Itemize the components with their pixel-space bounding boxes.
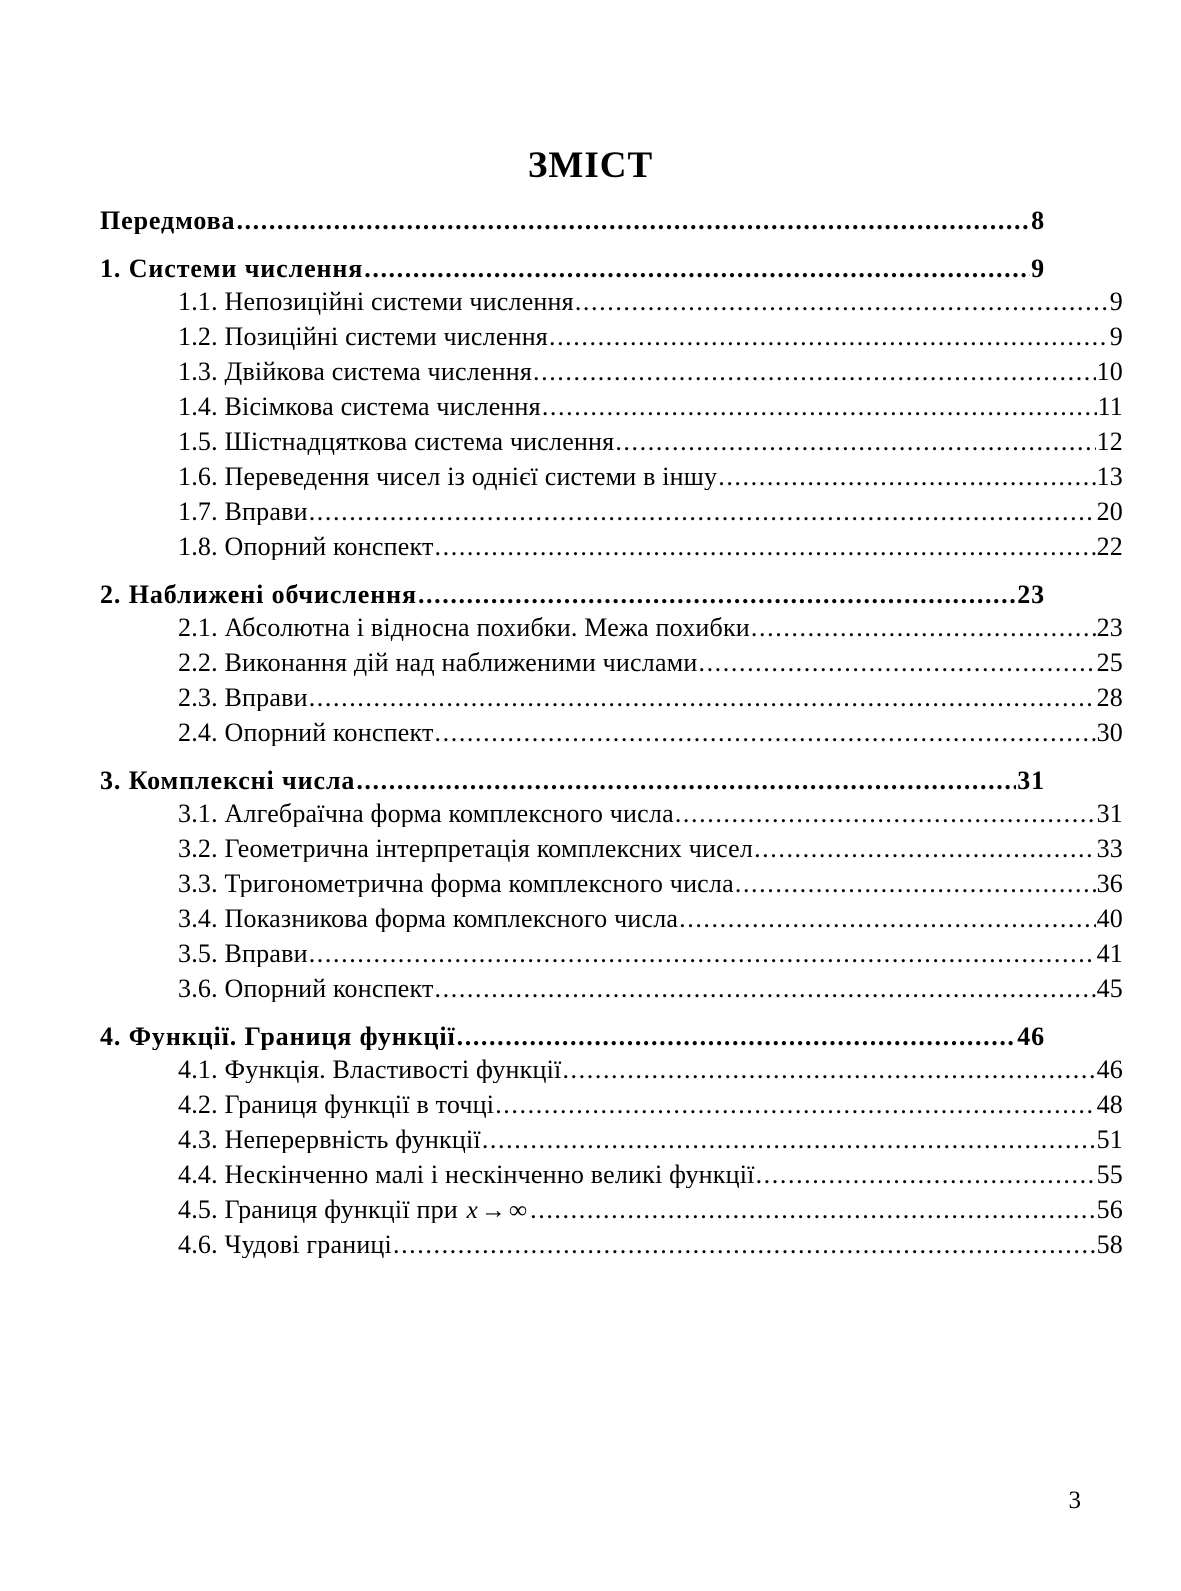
toc-entry-title: Опорний конспект: [224, 534, 434, 560]
toc-dot-leader: [356, 768, 1016, 794]
toc-entry-number: 4.3.: [178, 1127, 218, 1153]
toc-entry-number: 1.5.: [178, 429, 218, 455]
toc-entry-number: 1.7.: [178, 499, 218, 525]
toc-chapter-entry[interactable]: [100, 768, 1045, 794]
toc-entry-page-number: 22: [1096, 534, 1123, 560]
toc-entry-label: [178, 836, 753, 862]
toc-dot-leader: [751, 615, 1096, 641]
page-number: 3: [1068, 1487, 1081, 1514]
toc-dot-leader: [718, 464, 1095, 490]
toc-entry-label: [100, 582, 417, 608]
toc-dot-leader: [457, 1024, 1017, 1050]
toc-dot-leader: [542, 394, 1097, 420]
toc-entry-number: 1.4.: [178, 394, 218, 420]
toc-entry-title: 1. Системи числення: [100, 256, 364, 282]
toc-entry-title: Показникова форма комплексного числа: [224, 906, 679, 932]
toc-dot-leader: [482, 1127, 1096, 1153]
toc-entry-label: [178, 289, 574, 315]
toc-entry-label: [178, 1197, 529, 1223]
toc-entry-label: [178, 871, 734, 897]
toc-entry-label: [178, 906, 678, 932]
toc-section-entry[interactable]: [100, 534, 1123, 560]
toc-entry-page-number: 8: [1031, 208, 1045, 234]
toc-dot-leader: [615, 429, 1095, 455]
toc-chapter-entry[interactable]: [100, 256, 1045, 282]
toc-dot-leader: [393, 1232, 1096, 1258]
toc-entry-page-number: 46: [1096, 1057, 1123, 1083]
toc-entry-title: Вправи: [224, 685, 308, 711]
toc-entry-label: [178, 615, 750, 641]
toc-section-entry[interactable]: [100, 1197, 1123, 1223]
toc-dot-leader: [675, 801, 1096, 827]
toc-entry-title: Переведення чисел із однієї системи в іншу: [224, 464, 718, 490]
toc-entry-title: Границя функції в точці: [224, 1092, 495, 1118]
toc-entry-label: [178, 499, 308, 525]
toc-entry-number: 2.3.: [178, 685, 218, 711]
toc-entry-number: 3.6.: [178, 976, 218, 1002]
toc-entry-label: [100, 256, 363, 282]
table-of-contents: [100, 208, 1123, 1267]
page-title: ЗМІСТ: [527, 144, 654, 186]
toc-entry-page-number: 40: [1096, 906, 1123, 932]
toc-entry-page-number: 20: [1096, 499, 1123, 525]
toc-entry-title: Вправи: [224, 499, 308, 525]
toc-section-entry[interactable]: [100, 976, 1123, 1002]
toc-entry-title: Границя функції при: [224, 1197, 458, 1223]
toc-entry-number: 1.8.: [178, 534, 218, 560]
toc-dot-leader: [756, 1162, 1096, 1188]
toc-entry-number: 4.4.: [178, 1162, 218, 1188]
toc-entry-page-number: 10: [1096, 359, 1123, 385]
toc-dot-leader: [435, 720, 1096, 746]
arrow-icon: →: [480, 1197, 507, 1223]
toc-entry-page-number: 9: [1109, 324, 1123, 350]
toc-entry-title: Опорний конспект: [224, 976, 434, 1002]
toc-entry-label: [178, 1057, 561, 1083]
toc-section-entry[interactable]: [100, 499, 1123, 525]
toc-dot-leader: [309, 685, 1096, 711]
toc-section-entry[interactable]: [100, 650, 1123, 676]
toc-section-entry[interactable]: [100, 464, 1123, 490]
toc-entry-title: Непозиційні системи числення: [224, 289, 574, 315]
toc-section-entry[interactable]: [100, 1232, 1123, 1258]
toc-entry-number: 4.5.: [178, 1197, 218, 1223]
toc-dot-leader: [549, 324, 1108, 350]
toc-entry-page-number: 45: [1096, 976, 1123, 1002]
toc-section-entry[interactable]: [100, 429, 1123, 455]
toc-entry-title: 2. Наближені обчислення: [100, 582, 417, 608]
toc-section-entry[interactable]: [100, 1057, 1123, 1083]
toc-entry-number: 3.4.: [178, 906, 218, 932]
toc-entry-number: 2.4.: [178, 720, 218, 746]
toc-entry-number: 1.3.: [178, 359, 218, 385]
toc-entry-title: Вправи: [224, 941, 308, 967]
toc-entry-page-number: 51: [1096, 1127, 1123, 1153]
toc-section-entry[interactable]: [100, 615, 1123, 641]
toc-dot-leader: [735, 871, 1096, 897]
toc-entry-page-number: 23: [1096, 615, 1123, 641]
toc-section-entry[interactable]: [100, 941, 1123, 967]
toc-entry-label: [178, 650, 697, 676]
toc-entry-label: [178, 941, 308, 967]
toc-entry-number: 4.1.: [178, 1057, 218, 1083]
toc-entry-page-number: 30: [1096, 720, 1123, 746]
toc-entry-title: Неперервність функції: [224, 1127, 481, 1153]
toc-entry-title: Позиційні системи числення: [224, 324, 548, 350]
toc-chapter-entry[interactable]: [100, 1024, 1045, 1050]
toc-entry-page-number: 12: [1096, 429, 1123, 455]
toc-dot-leader: [575, 289, 1108, 315]
toc-entry-number: 4.6.: [178, 1232, 218, 1258]
toc-entry-number: 1.1.: [178, 289, 218, 315]
toc-entry-label: [178, 324, 548, 350]
toc-entry-title: Функція. Властивості функції: [224, 1057, 562, 1083]
toc-entry-page-number: 58: [1096, 1232, 1123, 1258]
toc-dot-leader: [562, 1057, 1095, 1083]
toc-entry-title: Чудові границі: [224, 1232, 392, 1258]
toc-entry-page-number: 36: [1096, 871, 1123, 897]
toc-entry-label: [178, 394, 541, 420]
toc-dot-leader: [236, 208, 1030, 234]
toc-dot-leader: [495, 1092, 1095, 1118]
infinity-icon: ∞: [509, 1197, 528, 1223]
toc-entry-page-number: 23: [1017, 582, 1045, 608]
toc-entry-title: Опорний конспект: [224, 720, 434, 746]
toc-dot-leader: [533, 359, 1096, 385]
toc-entry-page-number: 13: [1096, 464, 1123, 490]
toc-entry-number: 4.2.: [178, 1092, 218, 1118]
toc-dot-leader: [698, 650, 1095, 676]
toc-section-entry[interactable]: [100, 836, 1123, 862]
toc-entry-label: [178, 464, 717, 490]
toc-entry-page-number: 48: [1096, 1092, 1123, 1118]
toc-entry-title: Передмова: [100, 208, 236, 234]
toc-entry-label: [178, 359, 532, 385]
toc-entry-page-number: 56: [1096, 1197, 1123, 1223]
toc-dot-leader: [309, 499, 1096, 525]
toc-entry-number: 2.1.: [178, 615, 218, 641]
toc-entry-title: 3. Комплексні числа: [100, 768, 356, 794]
toc-dot-leader: [364, 256, 1030, 282]
toc-entry-number: 2.2.: [178, 650, 218, 676]
toc-entry-title: Тригонометрична форма комплексного числа: [224, 871, 734, 897]
toc-dot-leader: [530, 1197, 1095, 1223]
toc-chapter-entry[interactable]: [100, 582, 1045, 608]
toc-entry-page-number: 28: [1096, 685, 1123, 711]
toc-dot-leader: [435, 976, 1096, 1002]
toc-entry-title: Шістнадцяткова система числення: [224, 429, 615, 455]
toc-section-entry[interactable]: [100, 324, 1123, 350]
toc-entry-label: [100, 208, 235, 234]
toc-section-entry[interactable]: [100, 1127, 1123, 1153]
toc-entry-page-number: 55: [1096, 1162, 1123, 1188]
toc-entry-label: [178, 1162, 755, 1188]
toc-entry-title: Виконання дій над наближеними числами: [224, 650, 698, 676]
toc-section-entry[interactable]: [100, 289, 1123, 315]
toc-entry-number: 1.6.: [178, 464, 218, 490]
toc-entry-page-number: 11: [1097, 394, 1123, 420]
toc-dot-leader: [435, 534, 1096, 560]
toc-entry-label: [100, 768, 355, 794]
toc-entry-title: Абсолютна і відносна похибки. Межа похибки: [224, 615, 750, 641]
toc-entry-number: 3.3.: [178, 871, 218, 897]
toc-entry-number: 3.5.: [178, 941, 218, 967]
toc-section-entry[interactable]: [100, 1092, 1123, 1118]
toc-section-entry[interactable]: [100, 394, 1123, 420]
toc-entry-label: [178, 801, 674, 827]
toc-section-entry[interactable]: [100, 685, 1123, 711]
toc-entry-number: 3.1.: [178, 801, 218, 827]
toc-entry-label: [178, 720, 434, 746]
toc-entry-title: 4. Функції. Границя функції: [100, 1024, 456, 1050]
toc-entry-page-number: 41: [1096, 941, 1123, 967]
toc-section-entry[interactable]: [100, 1162, 1123, 1188]
toc-entry-title: Вісімкова система числення: [224, 394, 541, 420]
toc-entry-title: Алгебраїчна форма комплексного числа: [224, 801, 674, 827]
toc-entry-label: [178, 429, 614, 455]
toc-dot-leader: [309, 941, 1096, 967]
toc-entry-title: Нескінченно малі і нескінченно великі функції: [224, 1162, 755, 1188]
toc-entry-page-number: 31: [1096, 801, 1123, 827]
toc-section-entry[interactable]: [100, 871, 1123, 897]
toc-entry-page-number: 46: [1017, 1024, 1045, 1050]
toc-entry-label: [178, 685, 308, 711]
toc-entry-label: [178, 1127, 481, 1153]
toc-dot-leader: [679, 906, 1095, 932]
toc-entry-label: [178, 534, 434, 560]
toc-entry-page-number: 25: [1096, 650, 1123, 676]
toc-entry-page-number: 9: [1109, 289, 1123, 315]
toc-section-entry[interactable]: [100, 801, 1123, 827]
toc-chapter-entry[interactable]: [100, 208, 1045, 234]
toc-dot-leader: [418, 582, 1016, 608]
math-variable: x: [466, 1197, 478, 1223]
toc-entry-page-number: 31: [1017, 768, 1045, 794]
toc-entry-label: [178, 976, 434, 1002]
toc-entry-page-number: 33: [1096, 836, 1123, 862]
toc-entry-label: [100, 1024, 456, 1050]
toc-entry-label: [178, 1232, 392, 1258]
toc-entry-title: Геометрична інтерпретація комплексних чисел: [224, 836, 754, 862]
toc-entry-page-number: 9: [1031, 256, 1045, 282]
toc-entry-label: [178, 1092, 494, 1118]
toc-dot-leader: [754, 836, 1096, 862]
toc-section-entry[interactable]: [100, 720, 1123, 746]
toc-section-entry[interactable]: [100, 906, 1123, 932]
toc-entry-number: 3.2.: [178, 836, 218, 862]
toc-entry-math-expression: [465, 1197, 530, 1223]
toc-entry-number: 1.2.: [178, 324, 218, 350]
toc-entry-title: Двійкова система числення: [224, 359, 532, 385]
toc-section-entry[interactable]: [100, 359, 1123, 385]
